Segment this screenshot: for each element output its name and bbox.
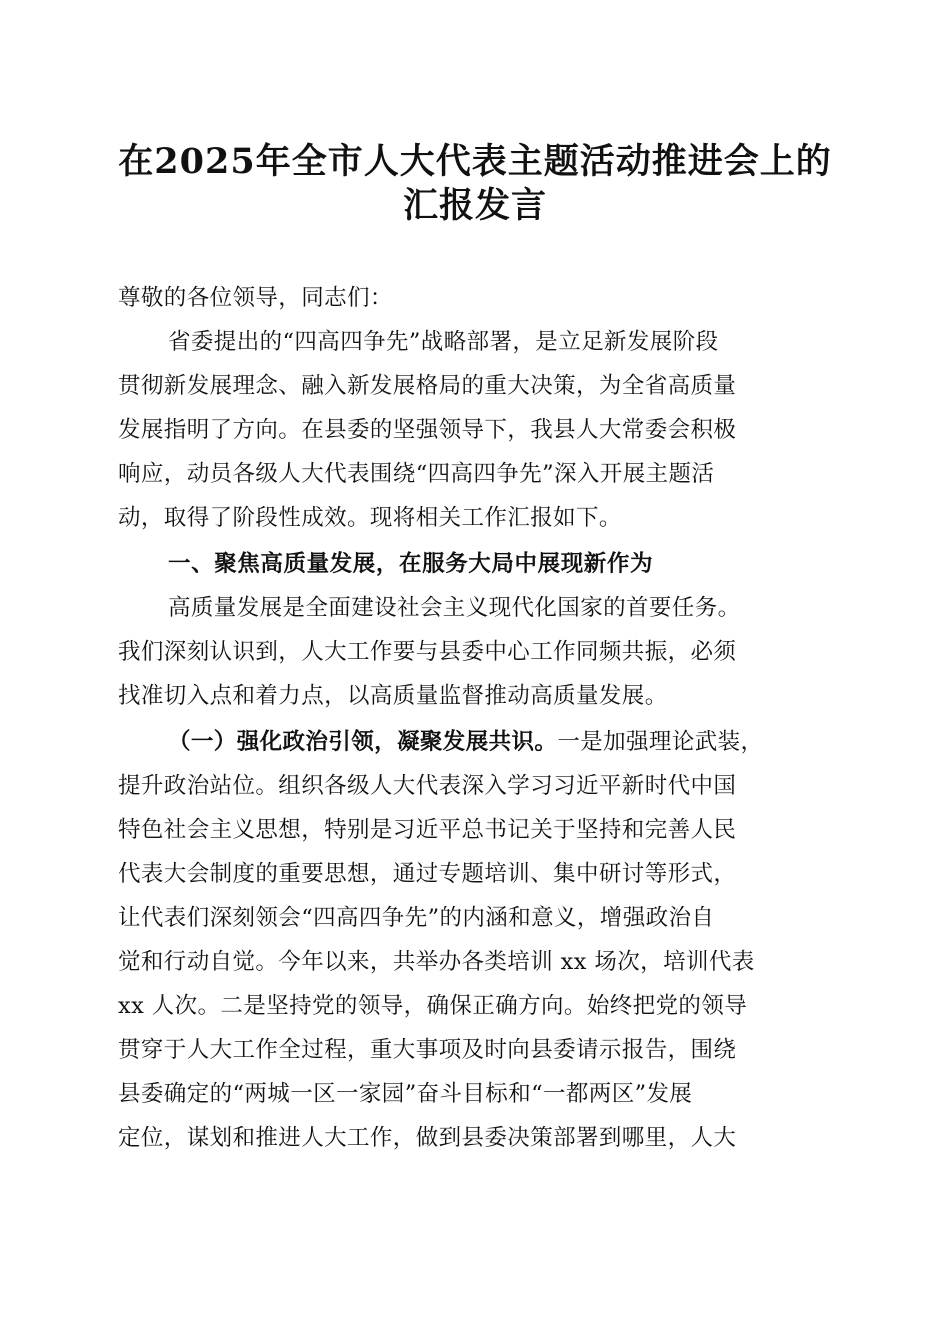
paragraph-line: xx 人次。二是坚持党的领导，确保正确方向。始终把党的领导 — [118, 993, 748, 1019]
paragraph-line: 代表大会制度的重要思想，通过专题培训、集中研讨等形式， — [118, 861, 737, 887]
paragraph-line: 提升政治站位。组织各级人大代表深入学习习近平新时代中国 — [118, 773, 737, 799]
paragraph-line: 贯穿于人大工作全过程，重大事项及时向县委请示报告，围绕 — [118, 1037, 737, 1063]
salutation: 尊敬的各位领导，同志们： — [118, 285, 393, 311]
paragraph-line: 高质量发展是全面建设社会主义现代化国家的首要任务。 — [168, 595, 741, 621]
paragraph-line: 让代表们深刻领会“四高四争先”的内涵和意义，增强政治自 — [118, 905, 715, 931]
paragraph-line: 县委确定的“两城一区一家园”奋斗目标和“一都两区”发展 — [118, 1081, 693, 1107]
paragraph-line: 发展指明了方向。在县委的坚强领导下，我县人大常委会积极 — [118, 417, 737, 443]
paragraph-line: 省委提出的“四高四争先”战略部署，是立足新发展阶段 — [168, 329, 719, 355]
subsection-lead: （一）强化政治引领，凝聚发展共识。 — [168, 729, 558, 755]
paragraph-line: 特色社会主义思想，特别是习近平总书记关于坚持和完善人民 — [118, 817, 737, 843]
section-heading: 一、聚焦高质量发展，在服务大局中展现新作为 — [168, 551, 654, 577]
paragraph-line: 觉和行动自觉。今年以来，共举办各类培训 xx 场次，培训代表 — [118, 949, 755, 975]
paragraph-line: 找准切入点和着力点，以高质量监督推动高质量发展。 — [118, 683, 668, 709]
paragraph-line: 定位，谋划和推进人大工作，做到县委决策部署到哪里，人大 — [118, 1125, 737, 1151]
subsection-first-line — [168, 720, 838, 764]
subsection-line-rest: 一是加强理论武装， — [557, 729, 764, 755]
document-title-line-2: 汇报发言 — [402, 185, 547, 226]
document-title-line-1: 在2025年全市人大代表主题活动推进会上的 — [118, 141, 832, 182]
paragraph-line: 动，取得了阶段性成效。现将相关工作汇报如下。 — [118, 505, 622, 531]
paragraph-line: 响应，动员各级人大代表围绕“四高四争先”深入开展主题活 — [118, 461, 715, 487]
paragraph-line: 贯彻新发展理念、融入新发展格局的重大决策，为全省高质量 — [118, 373, 737, 399]
paragraph-line: 我们深刻认识到，人大工作要与县委中心工作同频共振，必须 — [118, 639, 737, 665]
